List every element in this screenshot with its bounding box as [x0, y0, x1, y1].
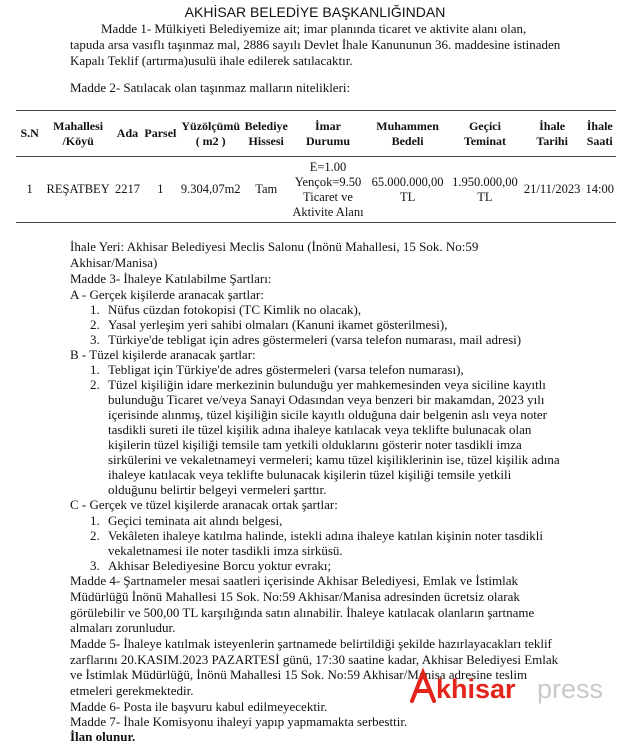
text-line: vekaletnamesi ile noter tasdikli imza sirküsü.	[108, 543, 343, 558]
text-line: Madde 3- İhaleye Katılabilme Şartları:	[70, 271, 272, 286]
text-line: Geçici teminata ait alındı belgesi,	[108, 513, 283, 528]
cell-tarih: 21/11/2023	[523, 182, 581, 196]
header-imar: İmar Durumu	[305, 118, 350, 148]
text-line: tasdikli sureti ile tüzel kişilik adına ihaleye katılacak veya teklifte bulunacak olan	[108, 422, 532, 437]
cell-bedel: 65.000.000,00 TL	[371, 174, 444, 204]
page-title: AKHİSAR BELEDİYE BAŞKANLIĞINDAN	[184, 4, 446, 20]
text-line: Madde 5- İhaleye katılmak isteyenlerin şartnamede belirtildiği şekilde hazırlayacakları teklif	[70, 636, 552, 651]
list-number: 1.	[90, 513, 100, 528]
akhisarpress-logo-icon	[409, 667, 624, 707]
header-teminat: Geçici Teminat	[463, 118, 507, 148]
list-number: 2.	[90, 317, 100, 332]
property-table	[16, 110, 616, 223]
header-bedel: Muhammen Bedeli	[376, 118, 439, 148]
text-line: Vekâleten ihaleye katılma halinde, istekli adına ihaleye katılan kişinin noter tasdikli	[108, 528, 544, 543]
text-line: olduğunu belirtir belgeyi vermeleri şarttır.	[108, 482, 327, 497]
header-ada: Ada	[116, 126, 139, 140]
text-line: Tüzel kişiliğin idare merkezinin bulunduğu yer mahkemesinden veya siciline kayıtlı	[108, 377, 546, 392]
madde2-heading: Madde 2- Satılacak olan taşınmaz malların nitelikleri:	[70, 80, 351, 95]
text-line: kişilerin tüzel kişiliği temsile tam yetkili olduklarını gösterir noter tasdikli imza	[108, 437, 522, 452]
text-line: Müdürlüğü İnönü Mahallesi 15 Sok. No:59 Akhisar/Manisa adresinden ücretsiz olarak	[70, 589, 520, 604]
list-number: 2.	[90, 377, 100, 392]
list-number: 3.	[90, 332, 100, 347]
header-mahalle: Mahallesi /Köyü	[53, 118, 104, 148]
list-number: 2.	[90, 528, 100, 543]
text-line: B - Tüzel kişilerde aranacak şartlar:	[70, 347, 256, 362]
cell-hisse: Tam	[255, 182, 278, 196]
text-line: İhale Yeri: Akhisar Belediyesi Meclis Salonu (İnönü Mahallesi, 15 Sok. No:59	[70, 239, 479, 254]
text-line: bulunduğu Ticaret ve/veya Sanayi Odasından veya benzeri bir makamdan, 2023 yılı	[108, 392, 545, 407]
text-line: ihaleye katılacak veya teklifte bulunacak kişilerin tüzel kişiliği temsile yetkili	[108, 467, 512, 482]
text-line: Türkiye'de tebligat için adres göstermeleri (varsa telefon numarası, mail adresi)	[108, 332, 522, 347]
cell-yuzolcum: 9.304,07m2	[180, 182, 241, 196]
text-line: sirkülerini ve vekaletnameyi vermeleri; kamu tüzel kişiliklerinin ise, tüzel kişilik adına	[108, 452, 560, 467]
text-line: Tebligat için Türkiye'de adres göstermeleri (varsa telefon numarası),	[108, 362, 464, 377]
table-row	[16, 157, 616, 223]
akhisarpress-logo	[409, 667, 624, 712]
text-line: Akhisar Belediyesine Borcu yoktur evrakı;	[108, 558, 332, 573]
madde1-line: tapuda arsa vasıflı taşınmaz mal, 2886 sayılı Devlet İhale Kanununun 36. maddesine istinaden	[70, 37, 561, 52]
text-line: C - Gerçek ve tüzel kişilerde aranacak ortak şartlar:	[70, 497, 338, 512]
text-line: Madde 4- Şartnameler mesai saatleri içerisinde Akhisar Belediyesi, Emlak ve İstimlak	[70, 573, 518, 588]
text-line: Nüfus cüzdan fotokopisi (TC Kimlik no olacak),	[108, 302, 362, 317]
header-yuzolcum: Yüzölçümü ( m2 )	[181, 118, 241, 148]
text-line: zarflarını 20.KASIM.2023 PAZARTESİ günü, 17:30 saatine kadar, Akhisar Belediyesi Emlak	[70, 652, 559, 667]
text-line: Madde 6- Posta ile başvuru kabul edilmeyecektir.	[70, 699, 328, 714]
text-line: A - Gerçek kişilerde aranacak şartlar:	[70, 287, 264, 302]
closing-line: İlan olunur.	[70, 729, 136, 744]
svg-text:press: press	[537, 674, 604, 704]
text-line: içerisinde alınmış, tüzel kişiliğin sicile kayıtlı olduğuna dair belgenin aslı veya noter	[108, 407, 548, 422]
cell-parsel: 1	[157, 182, 164, 196]
text-line: almaları zorunludur.	[70, 620, 176, 635]
header-parsel: Parsel	[144, 126, 177, 140]
madde1-line: Madde 1- Mülkiyeti Belediyemize ait; imar planında ticaret ve aktivite alanı olan,	[101, 21, 527, 36]
text-line: Yasal yerleşim yeri sahibi olmaları (Kanuni ikamet gösterilmesi),	[108, 317, 448, 332]
text-line: Akhisar/Manisa)	[70, 255, 158, 270]
list-number: 1.	[90, 362, 100, 377]
text-line: etmeleri gerekmektedir.	[70, 683, 194, 698]
table-header-row	[16, 111, 616, 157]
text-line: görülebilir ve 500,00 TL karşılığında satın alınabilir. İhaleye katılacak olanların şartname	[70, 605, 535, 620]
cell-saat: 14:00	[585, 182, 614, 196]
text-line: ve İstimlak Müdürlüğü, İnönü Mahallesi 15 Sok. No:59 Akhisar/Manisa adresine teslim	[70, 667, 528, 682]
madde1-line: Kapalı Teklif (artırma)usulü ihale edilerek satılacaktır.	[70, 53, 353, 68]
svg-text:khisar: khisar	[436, 674, 516, 704]
cell-mahalle: REŞATBEY	[46, 182, 110, 196]
cell-ada: 2217	[114, 182, 140, 196]
list-number: 3.	[90, 558, 100, 573]
list-number: 1.	[90, 302, 100, 317]
header-saat: İhale Saati	[586, 118, 613, 148]
header-sn: S.N	[20, 126, 39, 140]
cell-sn: 1	[26, 182, 33, 196]
header-tarih: İhale Tarihi	[536, 118, 568, 148]
cell-imar: E=1.00 Yençok=9.50 Ticaret ve Aktivite Alanı	[292, 159, 364, 219]
header-hisse: Belediye Hissesi	[244, 118, 288, 148]
cell-teminat: 1.950.000,00 TL	[452, 174, 518, 204]
text-line: Madde 7- İhale Komisyonu ihaleyi yapıp yapmamakta serbesttir.	[70, 714, 408, 729]
